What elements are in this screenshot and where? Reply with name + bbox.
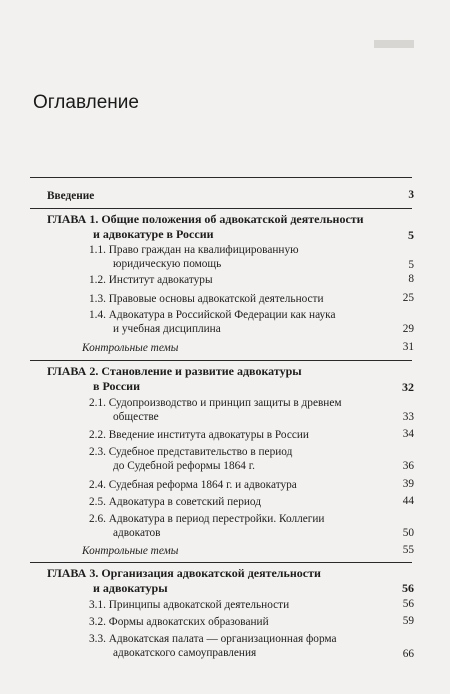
toc-entry: 3.3. Адвокатская палата — организационная форма адвокатского самоуправления: [89, 633, 337, 659]
page-number: 25: [402, 292, 414, 304]
toc-entry: 2.3. Судебное представительство в период до Судебной реформы 1864 г.: [89, 446, 293, 472]
toc-entry: 1.1. Право граждан на квалифицированную юридическую помощь: [89, 244, 299, 270]
page-number: 5: [408, 259, 414, 271]
toc-entry: 3.1. Принципы адвокатской деятельности: [89, 599, 290, 611]
toc-entry: 2.2. Введение института адвокатуры в России: [89, 429, 309, 441]
page-number: 3: [408, 189, 414, 201]
page-number: 5: [408, 228, 414, 242]
page-number: 44: [402, 495, 414, 507]
divider: [30, 360, 412, 361]
toc-entry: 2.4. Судебная реформа 1864 г. и адвокатура: [89, 479, 297, 491]
toc-entry: 2.5. Адвокатура в советский период: [89, 496, 261, 508]
page-number: 8: [408, 273, 414, 285]
page-number: 31: [402, 341, 414, 353]
divider: [30, 177, 412, 178]
page-number: 56: [402, 581, 414, 595]
toc-entry: 1.2. Институт адвокатуры: [89, 274, 213, 286]
page-number: 32: [402, 380, 414, 394]
page-number: 39: [402, 478, 414, 490]
toc-entry: 1.4. Адвокатура в Российской Федерации как наука и учебная дисциплина: [89, 309, 336, 335]
toc-entry-review: Контрольные темы: [82, 342, 179, 354]
page-number: 55: [402, 544, 414, 556]
toc-entry: 1.3. Правовые основы адвокатской деятельности: [89, 293, 324, 305]
page-number: 33: [402, 411, 414, 423]
toc-entry: 2.1. Судопроизводство и принцип защиты в древнем обществе: [89, 397, 342, 423]
page-number: 56: [402, 598, 414, 610]
chapter-heading-3: ГЛАВА 3. Организация адвокатской деятельности и адвокатуры: [47, 566, 321, 595]
toc-entry: 3.2. Формы адвокатских образований: [89, 616, 269, 628]
divider: [30, 562, 412, 563]
toc-entry-review: Контрольные темы: [82, 545, 179, 557]
page-number: 50: [402, 527, 414, 539]
page-number: 34: [402, 428, 414, 440]
divider: [30, 208, 412, 209]
chapter-heading-2: ГЛАВА 2. Становление и развитие адвокатуры в России: [47, 364, 302, 393]
chapter-heading-1: ГЛАВА 1. Общие положения об адвокатской деятельности и адвокатуре в России: [47, 212, 364, 241]
page-number: 59: [402, 615, 414, 627]
page-number: 29: [402, 323, 414, 335]
toc-entry: 2.6. Адвокатура в период перестройки. Коллегии адвокатов: [89, 513, 325, 539]
bleed-through-mark: [374, 40, 414, 48]
toc-entry-intro: Введение: [47, 190, 95, 202]
page-number: 36: [402, 460, 414, 472]
page-title: Оглавление: [33, 92, 139, 113]
page-number: 66: [402, 648, 414, 660]
